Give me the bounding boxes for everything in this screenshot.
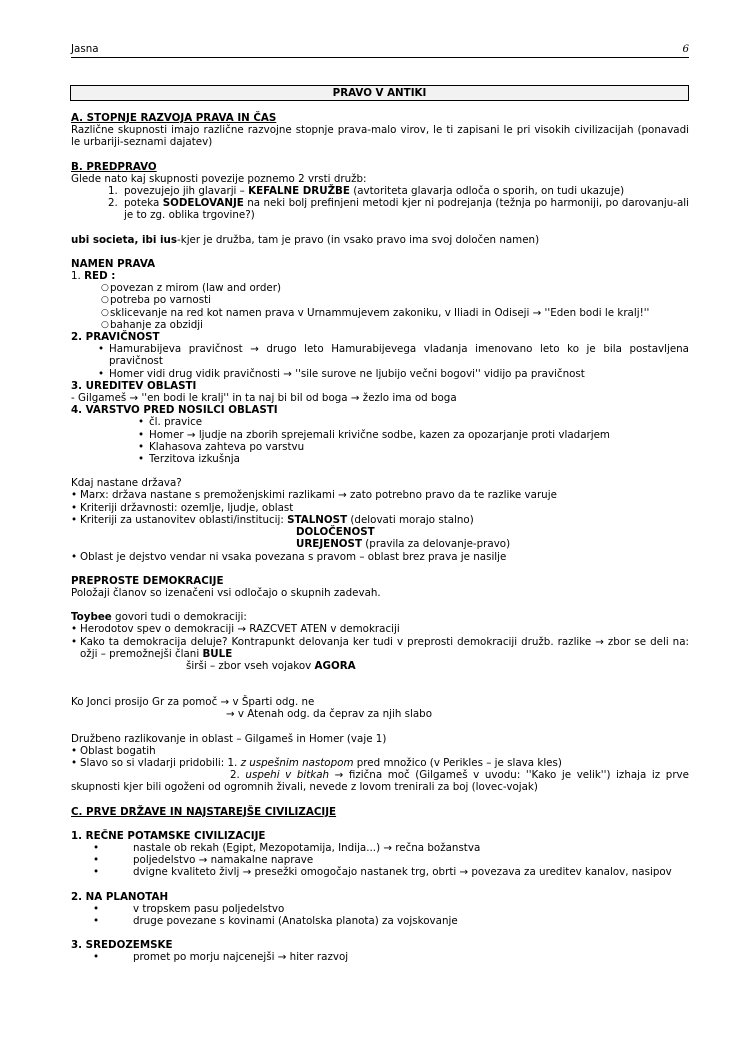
section-a-heading: A. STOPNJE RAZVOJA PRAVA IN ČAS xyxy=(71,112,277,124)
sirsi-line: širši – zbor vseh vojakov AGORA xyxy=(186,659,356,672)
section-a-text: Različne skupnosti imajo različne razvojne stopnje prava-malo virov, le ti zapisani le pri visokih civilizacijah (ponavadi le urbariji-seznami dajatev) xyxy=(71,124,689,149)
list-item: • čl. pravice xyxy=(138,416,203,429)
list-item: • Klahasova zahteva po varstvu xyxy=(138,440,305,453)
section-b-intro: Glede nato kaj skupnosti povezije poznemo 2 vrsti družb: xyxy=(71,172,367,185)
list-item: • dvigne kvaliteto življ → presežki omogočajo nastanek trg, obrti → povezava za ureditev kanalov, nasipov xyxy=(93,866,672,879)
jonci-line-2: → v Atenah odg. da čeprav za njih slabo xyxy=(226,708,433,721)
list-item: • Herodotov spev o demokraciji → RAZCVET ATEN v demokraciji xyxy=(71,623,400,636)
pravicnost-heading: 2. PRAVIČNOST xyxy=(71,331,160,344)
list-item: ○ povezan z mirom (law and order) xyxy=(101,282,281,295)
list-item: • druge povezane s kovinami (Anatolska planota) za vojskovanje xyxy=(93,914,458,927)
list-item: ○ bahanje za obzidji xyxy=(101,318,204,331)
bullet-icon: • xyxy=(93,914,100,927)
bullet-icon: • xyxy=(71,635,78,648)
bullet-icon: • xyxy=(93,866,100,879)
ureditev-heading: 3. UREDITEV OBLASTI xyxy=(71,379,197,392)
druzbeno-line: Družbeno razlikovanje in oblast – Gilgameš in Homer (vaje 1) xyxy=(71,732,387,745)
circle-bullet-icon: ○ xyxy=(101,283,109,294)
bullet-icon: • xyxy=(93,951,100,964)
red-heading: 1. RED : xyxy=(71,270,116,283)
bullet-icon: • xyxy=(71,756,78,769)
list-item: • Homer → ljudje na zborih sprejemali krivične sodbe, kazen za opozarjanje proti vladarjem xyxy=(138,428,610,441)
circle-bullet-icon: ○ xyxy=(101,319,109,330)
list-item: • promet po morju najcenejši → hiter razvoj xyxy=(93,951,349,964)
sredozemske-heading: 3. SREDOZEMSKE xyxy=(71,939,173,952)
namen-heading: NAMEN PRAVA xyxy=(71,257,156,270)
header-author: Jasna xyxy=(71,43,99,55)
list-item: 2. poteka SODELOVANJE na neki bolj prefinjeni metodi kjer ni podrejanja (težnja po harmoniji, po darovanju-ali je to zg. oblika trgovine?) xyxy=(108,197,689,222)
bullet-icon: • xyxy=(71,513,78,526)
bullet-icon: • xyxy=(98,367,105,380)
planote-heading: 2. NA PLANOTAH xyxy=(71,890,169,903)
list-item: • Slavo so si vladarji pridobili: 1. z uspešnim nastopom pred množico (v Perikles – je slava kles) xyxy=(71,756,562,769)
ubi-societa-line: ubi societa, ibi ius-kjer je družba, tam je pravo (in vsako pravo ima svoj določen namen) xyxy=(71,233,540,246)
document-body xyxy=(71,112,689,964)
jonci-line-1: Ko Jonci prosijo Gr za pomoč → v Šparti odg. ne xyxy=(71,696,315,709)
list-item: ○ potreba po varnosti xyxy=(101,294,211,307)
bullet-icon: • xyxy=(71,623,78,636)
bullet-icon: • xyxy=(71,744,78,757)
section-b-heading: B. PREDPRAVO xyxy=(71,160,157,173)
demokracije-text: Položaji članov so izenačeni vsi odločajo o skupnih zadevah. xyxy=(71,586,381,599)
circle-bullet-icon: ○ xyxy=(101,307,109,318)
list-item: • Homer vidi drug vidik pravičnosti → ''sile surove ne ljubijo večni bogovi'' vidijo pa pravičnost xyxy=(98,367,585,380)
bullet-icon: • xyxy=(71,501,78,514)
section-c-heading: C. PRVE DRŽAVE IN NAJSTAREJŠE CIVILIZACIJE xyxy=(71,805,337,818)
list-item: • Terzitova izkušnja xyxy=(138,453,240,466)
bullet-icon: • xyxy=(93,902,100,915)
demokracije-heading: PREPROSTE DEMOKRACIJE xyxy=(71,574,224,587)
kdaj-question: Kdaj nastane država? xyxy=(71,477,182,490)
recne-heading: 1. REČNE POTAMSKE CIVILIZACIJE xyxy=(71,829,266,842)
society-types-list xyxy=(71,185,689,222)
list-item: • Oblast je dejstvo vendar ni vsaka povezana s pravom – oblast brez prava je nasilje xyxy=(71,550,507,563)
bullet-icon: • xyxy=(93,854,100,867)
list-item: • poljedelstvo → namakalne naprave xyxy=(93,854,314,867)
document-title: PRAVO V ANTIKI xyxy=(70,85,689,101)
list-item: ○ sklicevanje na red kot namen prava v Urnammujevem zakoniku, v Iliadi in Odiseji → ''Eden bodi le kralj!'' xyxy=(101,306,650,319)
list-item: • Oblast bogatih xyxy=(71,744,156,757)
list-item: • Hamurabijeva pravičnost → drugo leto Hamurabijevega vladanja imenovano leto ko je bila postavljena pravičnost xyxy=(98,343,689,368)
gilgames-line: - Gilgameš → ''en bodi le kralj'' in ta naj bi bil od boga → žezlo ima od boga xyxy=(71,392,457,405)
page-number: 6 xyxy=(682,43,689,55)
bullet-icon: • xyxy=(71,489,78,502)
page-header xyxy=(71,43,689,58)
list-item: • Kriteriji državnosti: ozemlje, ljudje, oblast xyxy=(71,501,294,514)
list-item: • nastale ob rekah (Egipt, Mezopotamija, Indija...) → rečna božanstva xyxy=(93,841,481,854)
list-item: • Marx: država nastane s premoženjskimi razlikami → zato potrebno pravo da te razlike varuje xyxy=(71,489,557,502)
bullet-icon: • xyxy=(138,428,145,441)
urejenost-line: UREJENOST (pravila za delovanje-pravo) xyxy=(296,538,511,551)
bullet-icon: • xyxy=(98,343,105,356)
list-item: • v tropskem pasu poljedelstvo xyxy=(93,902,285,915)
circle-bullet-icon: ○ xyxy=(101,295,109,306)
list-item: • Kako ta demokracija deluje? Kontrapunkt delovanja ker tudi v preprosti demokraciji družb. razlike → zbor se deli na: ožji – premožnejši člani BULE xyxy=(71,635,689,660)
bullet-icon: • xyxy=(138,440,145,453)
toybee-line: Toybee govori tudi o demokraciji: xyxy=(71,611,247,624)
varstvo-heading: 4. VARSTVO PRED NOSILCI OBLASTI xyxy=(71,404,278,417)
bullet-icon: • xyxy=(93,841,100,854)
list-item: • Kriteriji za ustanovitev oblasti/institucij: STALNOST (delovati morajo stalno) xyxy=(71,513,474,526)
list-item: 1. povezujejo jih glavarji – KEFALNE DRUŽBE (avtoriteta glavarja odloča o sporih, on tudi ukazuje) xyxy=(108,185,625,198)
bullet-icon: • xyxy=(71,550,78,563)
dolocenost-line: DOLOČENOST xyxy=(296,526,375,539)
bullet-icon: • xyxy=(138,453,145,466)
bullet-icon: • xyxy=(138,416,145,429)
uspehi-line: 2. uspehi v bitkah → fizična moč (Gilgameš v uvodu: ''Kako je velik'') izhaja iz prve skupnosti kjer bili ogoženi od ogromnih živali, nevede z lovom trenirali za boj (lovec-vojak) xyxy=(71,769,689,794)
